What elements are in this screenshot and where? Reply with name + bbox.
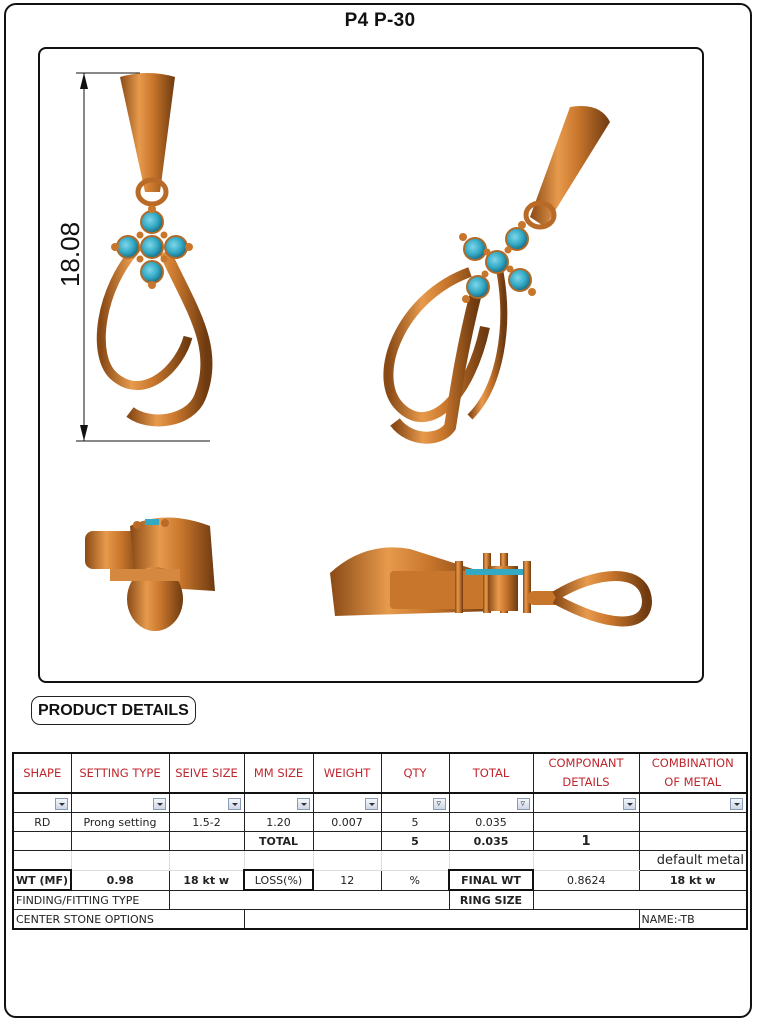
cell-empty [169, 851, 244, 871]
filter-cell-setting-type [71, 793, 169, 813]
perspective-view [360, 97, 640, 447]
finding-row [13, 890, 747, 910]
cell-empty [13, 832, 71, 851]
center-stone-row [13, 910, 747, 930]
header-weight: WEIGHT [313, 753, 381, 793]
filter-cell-combination [639, 793, 747, 813]
header-qty: QTY [381, 753, 449, 793]
cell-empty [449, 851, 533, 871]
filter-cell-qty [381, 793, 449, 813]
product-details-button[interactable]: PRODUCT DETAILS [31, 696, 196, 725]
filter-cell-seive-size [169, 793, 244, 813]
header-seive-size: SEIVE SIZE [169, 753, 244, 793]
totals-row [13, 832, 747, 851]
header-componant-line2: DETAILS [562, 775, 610, 789]
product-details-table [12, 752, 748, 930]
cell-total: 0.035 [449, 813, 533, 832]
filter-cell-shape [13, 793, 71, 813]
header-combination-line2: OF METAL [664, 775, 722, 789]
totals-weight: 0.035 [449, 832, 533, 851]
dimension-label: 18.08 [55, 221, 86, 288]
final-wt-value: 0.8624 [533, 870, 639, 890]
header-total: TOTAL [449, 753, 533, 793]
cell-empty [244, 851, 313, 871]
cell-shape: RD [13, 813, 71, 832]
finding-value [169, 890, 449, 910]
header-componant-details [533, 753, 639, 793]
cell-componant [533, 813, 639, 832]
loss-value: 12 [313, 870, 381, 890]
table-row [13, 813, 747, 832]
filter-cell-mm-size [244, 793, 313, 813]
dropdown-arrow-icon[interactable] [55, 798, 68, 810]
page-title: P4 P-30 [344, 10, 416, 31]
weight-row [13, 870, 747, 890]
metal-row [13, 851, 747, 871]
loss-label: LOSS(%) [244, 870, 313, 890]
default-metal: default metal [639, 851, 747, 871]
cell-seive-size: 1.5-2 [169, 813, 244, 832]
wt-mf-value: 0.98 [71, 870, 169, 890]
cell-setting-type: Prong setting [71, 813, 169, 832]
totals-label: TOTAL [244, 832, 313, 851]
cell-weight: 0.007 [313, 813, 381, 832]
dropdown-arrow-icon[interactable] [365, 798, 378, 810]
totals-qty: 5 [381, 832, 449, 851]
cell-empty [533, 851, 639, 871]
dropdown-arrow-icon[interactable] [623, 798, 636, 810]
filter-active-icon[interactable] [433, 798, 446, 810]
cell-empty [71, 832, 169, 851]
center-stone-label: CENTER STONE OPTIONS [13, 910, 244, 930]
header-mm-size: MM SIZE [244, 753, 313, 793]
cell-mm-size: 1.20 [244, 813, 313, 832]
dropdown-arrow-icon[interactable] [730, 798, 743, 810]
header-combination-of-metal [639, 753, 747, 793]
filter-cell-weight [313, 793, 381, 813]
ring-size-value [533, 890, 747, 910]
cell-empty [381, 851, 449, 871]
side-view [325, 521, 665, 631]
finding-label: FINDING/FITTING TYPE [13, 890, 169, 910]
componant-count: 1 [533, 832, 639, 851]
cell-empty [71, 851, 169, 871]
header-combination-line1: COMBINATION [651, 756, 734, 770]
center-stone-value [244, 910, 639, 930]
filter-active-icon[interactable] [517, 798, 530, 810]
dropdown-arrow-icon[interactable] [228, 798, 241, 810]
filter-cell-componant [533, 793, 639, 813]
header-setting-type: SETTING TYPE [71, 753, 169, 793]
name-label: NAME:-TB [639, 910, 747, 930]
cell-empty [13, 851, 71, 871]
header-shape: SHAPE [13, 753, 71, 793]
cell-combination [639, 813, 747, 832]
final-metal: 18 kt w [639, 870, 747, 890]
drawing-frame [38, 47, 704, 683]
filter-cell-total [449, 793, 533, 813]
wt-metal: 18 kt w [169, 870, 244, 890]
table-header-row [13, 753, 747, 793]
loss-percent: % [381, 870, 449, 890]
final-wt-label: FINAL WT [449, 870, 533, 890]
dropdown-arrow-icon[interactable] [297, 798, 310, 810]
ring-size-label: RING SIZE [449, 890, 533, 910]
front-view [70, 67, 260, 447]
dropdown-arrow-icon[interactable] [153, 798, 166, 810]
cell-empty [639, 832, 747, 851]
top-view [75, 511, 235, 636]
cell-qty: 5 [381, 813, 449, 832]
cell-empty [169, 832, 244, 851]
wt-mf-label: WT (MF) [13, 870, 71, 890]
cell-empty [313, 832, 381, 851]
filter-row [13, 793, 747, 813]
cell-empty [313, 851, 381, 871]
header-componant-line1: COMPONANT [548, 756, 624, 770]
